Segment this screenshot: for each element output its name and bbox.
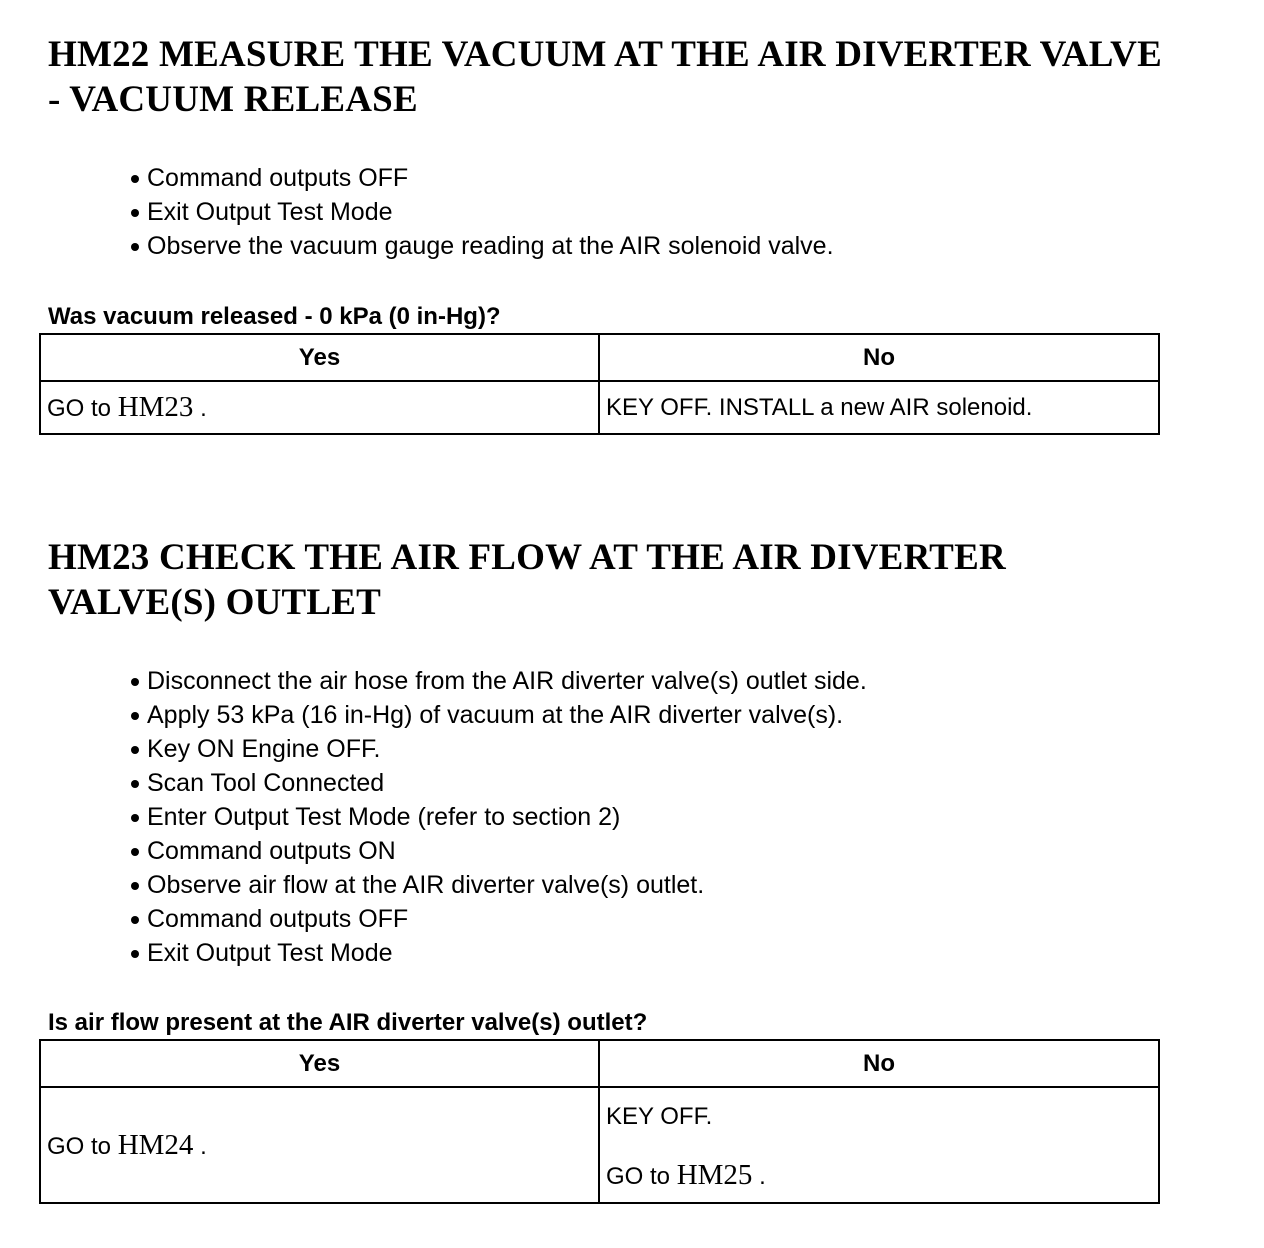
hm23-heading-line1: HM23 CHECK THE AIR FLOW AT THE AIR DIVERTER [48,537,1006,578]
hm23-heading [48,535,1248,625]
hm22-step-list [130,161,834,263]
bullet-icon [131,678,139,686]
hm23-step: Command outputs ON [130,834,867,868]
hm23-question: Is air flow present at the AIR diverter valve(s) outlet? [48,1009,648,1036]
goto-suffix: . [752,1162,766,1190]
table-header-row [40,1040,1159,1087]
hm23-step: Observe air flow at the AIR diverter valve(s) outlet. [130,868,867,902]
hm22-question: Was vacuum released - 0 kPa (0 in-Hg)? [48,303,501,330]
hm23-step: Apply 53 kPa (16 in-Hg) of vacuum at the AIR diverter valve(s). [130,698,867,732]
bullet-icon [131,814,139,822]
goto-link-hm23[interactable]: HM23 [117,391,194,423]
hm22-heading [48,32,1248,122]
hm23-step: Exit Output Test Mode [130,936,867,970]
goto-link-hm24[interactable]: HM24 [117,1128,194,1161]
bullet-icon [131,175,139,183]
hm23-step: Command outputs OFF [130,902,867,936]
bullet-icon [131,712,139,720]
table-header-row [40,334,1159,381]
hm23-heading-line2: VALVE(S) OUTLET [48,582,382,623]
hm23-step: Key ON Engine OFF. [130,732,867,766]
bullet-icon [131,243,139,251]
hm22-step: Exit Output Test Mode [130,195,834,229]
no-header: No [599,334,1159,381]
yes-header: Yes [40,334,599,381]
goto-label: GO to [47,1132,112,1160]
bullet-icon [131,746,139,754]
hm23-step-list [130,664,867,970]
goto-link-hm25[interactable]: HM25 [676,1158,753,1191]
yes-header: Yes [40,1040,599,1087]
hm23-step: Scan Tool Connected [130,766,867,800]
no-cell [599,1087,1159,1203]
bullet-icon [131,916,139,924]
goto-label: GO to [606,1162,671,1190]
hm22-step: Command outputs OFF [130,161,834,195]
yes-cell [40,1087,599,1203]
hm23-answer-table [39,1039,1160,1204]
goto-suffix: . [193,1132,207,1160]
no-header: No [599,1040,1159,1087]
goto-suffix: . [193,395,207,422]
hm23-step: Enter Output Test Mode (refer to section 2) [130,800,867,834]
no-goto-line [606,1159,1152,1192]
yes-cell [40,381,599,434]
hm22-answer-table [39,333,1160,435]
hm23-step: Disconnect the air hose from the AIR diverter valve(s) outlet side. [130,664,867,698]
hm22-step: Observe the vacuum gauge reading at the AIR solenoid valve. [130,229,834,263]
key-off-text: KEY OFF. [606,1102,713,1130]
bullet-icon [131,882,139,890]
goto-label: GO to [47,395,112,422]
bullet-icon [131,950,139,958]
no-cell: KEY OFF. INSTALL a new AIR solenoid. [599,381,1159,434]
bullet-icon [131,780,139,788]
bullet-icon [131,848,139,856]
hm22-heading-line1: HM22 MEASURE THE VACUUM AT THE AIR DIVERTER VALVE [48,34,1162,75]
table-row [40,381,1159,434]
bullet-icon [131,209,139,217]
table-row [40,1087,1159,1203]
hm22-heading-line2: - VACUUM RELEASE [48,79,418,120]
